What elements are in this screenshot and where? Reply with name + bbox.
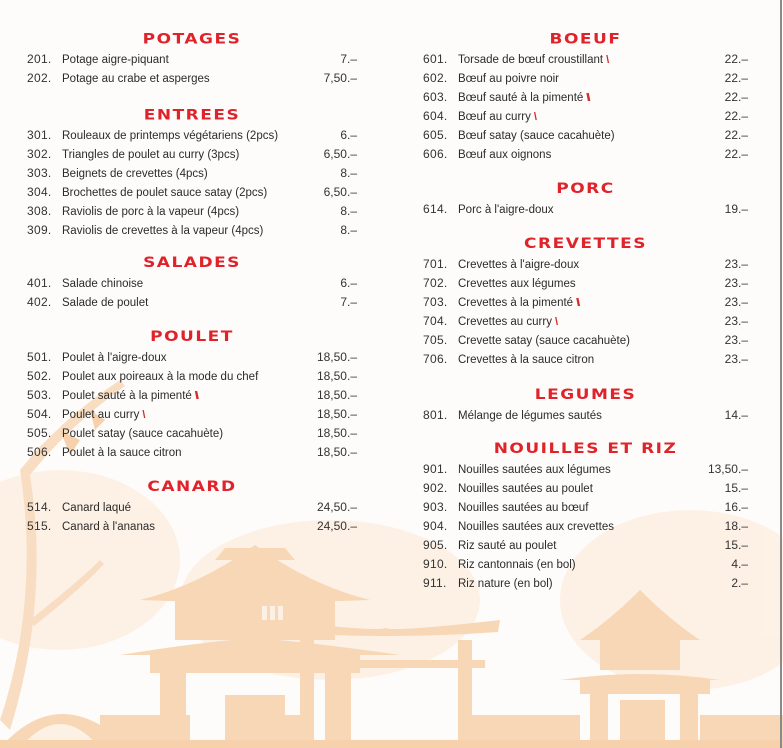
item-number: 402.: [27, 295, 52, 309]
menu-item: [27, 164, 357, 183]
item-name: [62, 387, 297, 406]
menu-item: [423, 536, 748, 555]
item-name: [458, 108, 688, 127]
item-number: 506.: [27, 445, 52, 459]
menu-item: [27, 443, 357, 462]
item-number: 515.: [27, 519, 52, 533]
item-price: 6,50.–: [323, 185, 357, 199]
item-list: [27, 50, 357, 88]
menu-item: [27, 498, 357, 517]
menu-item: [423, 406, 748, 425]
item-name: [458, 201, 688, 220]
chili-pepper-icon: \: [142, 409, 144, 421]
item-price: 16.–: [724, 500, 748, 514]
section-title: CANARD: [147, 478, 237, 496]
item-number: 801.: [423, 408, 448, 422]
item-list: [423, 50, 748, 164]
menu-item: [27, 424, 357, 443]
item-price: 6.–: [340, 128, 357, 142]
item-name-text: Poulet satay (sauce cacahuète): [62, 428, 224, 440]
chili-pepper-icon: \\: [586, 92, 589, 104]
item-price: 18,50.–: [316, 350, 357, 364]
item-name-text: Bœuf satay (sauce cacahuète): [458, 130, 615, 142]
item-price: 18,50.–: [316, 426, 357, 440]
item-name: [458, 332, 688, 351]
item-price: 19.–: [724, 202, 748, 216]
item-name-text: Crevettes à l'aigre-doux: [458, 259, 580, 271]
item-name: [62, 368, 297, 387]
item-name: [62, 444, 297, 463]
menu-section-boeuf: [423, 28, 748, 164]
item-name: [62, 146, 297, 165]
section-title: BOEUF: [549, 30, 622, 48]
menu-section-nouilles-et-riz: [423, 438, 748, 593]
item-name-text: Crevettes à la pimenté: [458, 297, 574, 309]
menu-section-potages: [27, 28, 357, 88]
item-price: 8.–: [340, 204, 357, 218]
item-number: 504.: [27, 407, 52, 421]
item-price: 22.–: [724, 52, 748, 66]
item-number: 706.: [423, 352, 448, 366]
item-list: [27, 348, 357, 462]
item-list: [423, 406, 748, 425]
item-name: [458, 146, 688, 165]
item-name: [458, 480, 688, 499]
item-number: 911.: [423, 576, 447, 590]
menu-item: [27, 367, 357, 386]
item-name: [62, 275, 297, 294]
item-number: 902.: [423, 481, 448, 495]
item-price: 7.–: [340, 52, 357, 66]
menu-item: [27, 145, 357, 164]
item-name-text: Porc à l'aigre-doux: [458, 204, 554, 216]
item-name-text: Crevettes aux légumes: [458, 278, 576, 290]
item-name-text: Riz sauté au poulet: [458, 540, 557, 552]
item-name: [458, 256, 688, 275]
menu-item: [423, 50, 748, 69]
item-name: [62, 184, 297, 203]
item-name: [458, 499, 688, 518]
item-name-text: Poulet à la sauce citron: [62, 447, 182, 459]
item-number: 901.: [423, 462, 448, 476]
item-list: [27, 498, 357, 536]
page-edge-divider: [780, 0, 782, 748]
menu-item: [27, 202, 357, 221]
item-name: [458, 294, 688, 313]
section-title: CREVETTES: [524, 235, 647, 253]
item-name: [458, 351, 688, 370]
item-name: [62, 425, 297, 444]
menu-section-crevettes: [423, 233, 748, 369]
item-price: 22.–: [724, 128, 748, 142]
menu-section-porc: [423, 178, 748, 219]
chili-pepper-icon: \: [554, 316, 557, 328]
menu-item: [27, 221, 357, 240]
item-name-text: Nouilles sautées au bœuf: [458, 502, 589, 514]
item-name: [62, 165, 297, 184]
item-number: 502.: [27, 369, 52, 383]
section-title: ENTREES: [143, 106, 241, 124]
item-name-text: Raviolis de crevettes à la vapeur (4pcs): [62, 225, 264, 237]
item-name-text: Bœuf aux oignons: [458, 149, 552, 161]
chili-pepper-icon: \: [606, 54, 608, 66]
menu-item: [423, 293, 748, 312]
item-name-text: Riz cantonnais (en bol): [458, 559, 576, 571]
item-list: [27, 274, 357, 312]
menu-item: [423, 145, 748, 164]
item-price: 22.–: [724, 109, 748, 123]
item-price: 8.–: [340, 166, 357, 180]
item-name-text: Salade de poulet: [62, 297, 149, 309]
item-list: [423, 460, 748, 593]
menu-item: [423, 574, 748, 593]
item-name: [458, 51, 688, 70]
item-name: [458, 70, 688, 89]
item-number: 705.: [423, 333, 448, 347]
item-name-text: Brochettes de poulet sauce satay (2pcs): [62, 187, 268, 199]
item-number: 605.: [423, 128, 448, 142]
item-name-text: Bœuf sauté à la pimenté: [458, 92, 584, 104]
item-name: [458, 575, 688, 594]
item-name-text: Canard laqué: [62, 502, 132, 514]
item-number: 910.: [423, 557, 448, 571]
item-name-text: Poulet à l'aigre-doux: [62, 352, 167, 364]
menu-section-salades: [27, 252, 357, 312]
menu-item: [27, 348, 357, 367]
item-price: 23.–: [724, 352, 748, 366]
item-name: [458, 537, 688, 556]
item-number: 309.: [27, 223, 52, 237]
item-name: [62, 349, 297, 368]
menu-item: [27, 69, 357, 88]
item-name-text: Crevettes à la sauce citron: [458, 354, 595, 366]
menu-item: [423, 350, 748, 369]
item-price: 18,50.–: [316, 388, 357, 402]
item-price: 7,50.–: [323, 71, 357, 85]
item-number: 701.: [423, 257, 448, 271]
item-name-text: Poulet sauté à la pimenté: [62, 390, 192, 402]
item-price: 18,50.–: [316, 445, 357, 459]
item-price: 14.–: [724, 408, 748, 422]
menu-item: [423, 517, 748, 536]
item-name: [62, 294, 297, 313]
item-name-text: Torsade de bœuf croustillant: [458, 54, 604, 66]
menu-section-entrees: [27, 104, 357, 240]
item-name: [62, 499, 297, 518]
section-title: POTAGES: [142, 30, 242, 48]
menu-item: [27, 405, 357, 424]
item-price: 24,50.–: [316, 519, 357, 533]
item-name: [62, 406, 297, 425]
item-number: 201.: [27, 52, 52, 66]
menu-item: [423, 274, 748, 293]
item-number: 401.: [27, 276, 52, 290]
item-name-text: Nouilles sautées aux crevettes: [458, 521, 614, 533]
item-price: 18.–: [724, 519, 748, 533]
item-name-text: Bœuf au poivre noir: [458, 73, 559, 85]
item-number: 903.: [423, 500, 448, 514]
item-name-text: Canard à l'ananas: [62, 521, 155, 533]
item-price: 6,50.–: [323, 147, 357, 161]
menu-section-legumes: [423, 384, 748, 425]
item-name-text: Raviolis de porc à la vapeur (4pcs): [62, 206, 240, 218]
item-name-text: Poulet au curry: [62, 409, 140, 421]
item-number: 601.: [423, 52, 448, 66]
menu-item: [423, 200, 748, 219]
item-price: 23.–: [724, 276, 748, 290]
item-number: 606.: [423, 147, 448, 161]
item-name: [458, 556, 688, 575]
menu-item: [423, 498, 748, 517]
menu-item: [423, 312, 748, 331]
chili-pepper-icon: \\: [576, 297, 579, 309]
item-name-text: Poulet aux poireaux à la mode du chef: [62, 371, 259, 383]
item-name: [62, 51, 297, 70]
item-name-text: Crevette satay (sauce cacahuète): [458, 335, 630, 347]
item-number: 602.: [423, 71, 448, 85]
item-name-text: Crevettes au curry: [458, 316, 552, 328]
item-price: 8.–: [340, 223, 357, 237]
item-name-text: Potage aigre-piquant: [62, 54, 169, 66]
section-title: POULET: [150, 328, 234, 346]
item-price: 22.–: [724, 71, 748, 85]
menu-item: [423, 255, 748, 274]
item-name-text: Triangles de poulet au curry (3pcs): [62, 149, 240, 161]
menu-section-poulet: [27, 326, 357, 462]
item-number: 702.: [423, 276, 448, 290]
item-list: [423, 200, 748, 219]
menu-item: [27, 293, 357, 312]
menu-item: [27, 274, 357, 293]
item-number: 905.: [423, 538, 448, 552]
item-name-text: Nouilles sautées au poulet: [458, 483, 593, 495]
item-name: [458, 89, 688, 108]
item-price: 22.–: [724, 90, 748, 104]
item-price: 15.–: [724, 481, 748, 495]
item-name-text: Rouleaux de printemps végétariens (2pcs): [62, 130, 279, 142]
section-title: LEGUMES: [534, 386, 637, 404]
item-price: 7.–: [340, 295, 357, 309]
item-number: 501.: [27, 350, 52, 364]
item-number: 304.: [27, 185, 52, 199]
item-name-text: Beignets de crevettes (4pcs): [62, 168, 208, 180]
menu-item: [27, 386, 357, 405]
item-name-text: Potage au crabe et asperges: [62, 73, 210, 85]
item-name: [62, 222, 297, 241]
item-number: 308.: [27, 204, 52, 218]
item-number: 301.: [27, 128, 52, 142]
menu-item: [423, 555, 748, 574]
item-name: [62, 203, 297, 222]
item-name: [458, 313, 688, 332]
item-name: [458, 127, 688, 146]
menu-item: [27, 50, 357, 69]
section-title: NOUILLES ET RIZ: [493, 440, 678, 458]
item-name: [458, 275, 688, 294]
item-price: 15.–: [724, 538, 748, 552]
item-name: [458, 518, 688, 537]
item-number: 514.: [27, 500, 52, 514]
chili-pepper-icon: \\: [194, 390, 197, 402]
item-list: [423, 255, 748, 369]
item-number: 503.: [27, 388, 52, 402]
item-number: 603.: [423, 90, 448, 104]
menu-item: [423, 88, 748, 107]
item-number: 904.: [423, 519, 448, 533]
item-price: 23.–: [724, 314, 748, 328]
menu-item: [27, 517, 357, 536]
item-name-text: Salade chinoise: [62, 278, 144, 290]
item-name-text: Bœuf au curry: [458, 111, 531, 123]
item-name-text: Riz nature (en bol): [458, 578, 553, 590]
item-number: 202.: [27, 71, 52, 85]
item-price: 2.–: [731, 576, 748, 590]
item-name: [62, 518, 297, 537]
item-price: 4.–: [731, 557, 748, 571]
item-number: 505.: [27, 426, 52, 440]
chili-pepper-icon: \: [533, 111, 535, 123]
menu-item: [423, 69, 748, 88]
item-price: 22.–: [724, 147, 748, 161]
item-name-text: Nouilles sautées aux légumes: [458, 464, 611, 476]
item-name: [458, 461, 688, 480]
section-title: SALADES: [143, 254, 241, 272]
item-price: 6.–: [340, 276, 357, 290]
item-price: 13,50.–: [707, 462, 748, 476]
menu-item: [423, 479, 748, 498]
section-title: PORC: [556, 180, 615, 198]
menu-item: [423, 126, 748, 145]
item-number: 303.: [27, 166, 52, 180]
item-price: 23.–: [724, 333, 748, 347]
item-list: [27, 126, 357, 240]
menu-item: [423, 460, 748, 479]
item-number: 614.: [423, 202, 448, 216]
item-price: 23.–: [724, 257, 748, 271]
menu-item: [27, 183, 357, 202]
item-name: [62, 127, 297, 146]
item-price: 23.–: [724, 295, 748, 309]
item-name: [62, 70, 297, 89]
menu-item: [27, 126, 357, 145]
menu-section-canard: [27, 476, 357, 536]
item-price: 18,50.–: [316, 407, 357, 421]
menu-item: [423, 331, 748, 350]
item-name: [458, 407, 688, 426]
item-number: 604.: [423, 109, 448, 123]
menu-item: [423, 107, 748, 126]
item-name-text: Mélange de légumes sautés: [458, 410, 602, 422]
item-number: 703.: [423, 295, 448, 309]
item-number: 704.: [423, 314, 448, 328]
item-price: 18,50.–: [316, 369, 357, 383]
item-price: 24,50.–: [316, 500, 357, 514]
item-number: 302.: [27, 147, 52, 161]
